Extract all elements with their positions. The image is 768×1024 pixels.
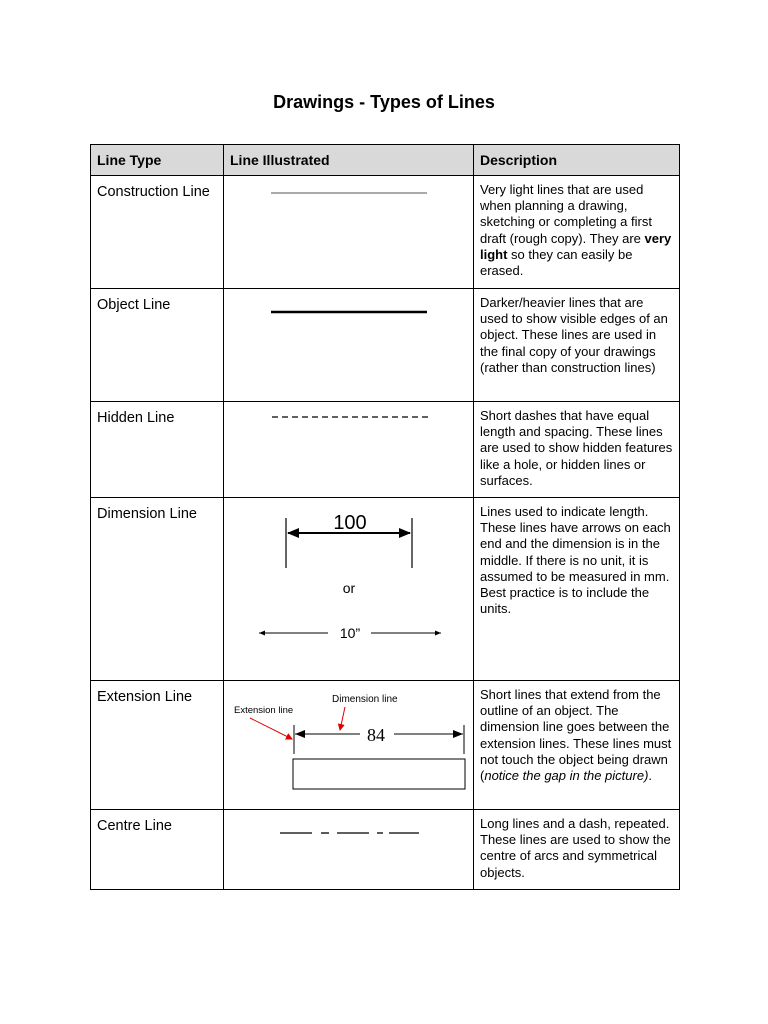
- header-description: Description: [474, 145, 680, 176]
- object-line-illustration: [224, 289, 474, 402]
- object-outline: [293, 759, 465, 789]
- dimension-value-label: 100: [333, 512, 367, 534]
- extension-line-graphic: [224, 681, 474, 810]
- row-object-line: [91, 289, 680, 402]
- line-type-name: Object Line: [91, 289, 224, 402]
- desc-text: Very light lines that are used when planning a drawing, sketching or completing a first draft (rough copy). They are: [480, 182, 652, 246]
- object-line-graphic: [224, 289, 474, 402]
- desc-emphasis: very light: [480, 230, 672, 262]
- line-description: Darker/heavier lines that are used to show visible edges of an object. These lines are used in the final copy of your drawings (rather than construction lines): [474, 289, 680, 402]
- dimension-value-label: 84: [367, 725, 385, 745]
- desc-text: Short lines that extend from the outline of an object. The dimension line goes between the extension lines. These lines must not touch the object being drawn (: [480, 687, 672, 784]
- line-type-name: Construction Line: [91, 176, 224, 289]
- row-extension-line: [91, 681, 680, 810]
- extension-line-callout: Extension line: [234, 705, 294, 716]
- dimension-line-graphic: [224, 498, 474, 681]
- dimension-line-callout: Dimension line: [332, 694, 398, 705]
- hidden-line-graphic: [224, 402, 474, 498]
- line-type-name: Extension Line: [91, 681, 224, 810]
- centre-line-graphic: [224, 810, 474, 890]
- row-hidden-line: [91, 402, 680, 498]
- desc-text: so they can easily be erased.: [480, 246, 633, 279]
- header-row: [91, 145, 680, 176]
- construction-line-graphic: [224, 176, 474, 289]
- line-description: [474, 176, 680, 289]
- dimension-callout-arrow: [340, 707, 345, 730]
- header-line-type: Line Type: [91, 145, 224, 176]
- line-description: Lines used to indicate length. These lines have arrows on each end and the dimension is in the middle. If there is no unit, it is assumed to be measured in mm. Best practice is to include the units.: [474, 498, 680, 681]
- extension-line-illustration: [224, 681, 474, 810]
- line-type-name: Hidden Line: [91, 402, 224, 498]
- line-types-table: [90, 144, 680, 890]
- line-type-name: Centre Line: [91, 810, 224, 890]
- header-line-illustrated: Line Illustrated: [224, 145, 474, 176]
- row-centre-line: [91, 810, 680, 890]
- hidden-line-illustration: [224, 402, 474, 498]
- extension-callout-arrow: [250, 718, 292, 739]
- desc-text: .: [648, 768, 653, 784]
- page-title: Drawings - Types of Lines: [273, 92, 495, 112]
- line-description: [474, 681, 680, 810]
- centre-line-illustration: [224, 810, 474, 890]
- or-label: or: [342, 580, 356, 596]
- inch-dimension-label: 10”: [339, 625, 361, 641]
- row-construction-line: [91, 176, 680, 289]
- line-type-name: Dimension Line: [91, 498, 224, 681]
- desc-italic: notice the gap in the picture): [484, 768, 649, 784]
- construction-line-illustration: [224, 176, 474, 289]
- dimension-line-illustration: [224, 498, 474, 681]
- line-description: Short dashes that have equal length and spacing. These lines are used to show hidden features like a hole, or hidden lines or surfaces.: [474, 402, 680, 498]
- line-description: Long lines and a dash, repeated. These lines are used to show the centre of arcs and symmetrical objects.: [474, 810, 680, 890]
- row-dimension-line: [91, 498, 680, 681]
